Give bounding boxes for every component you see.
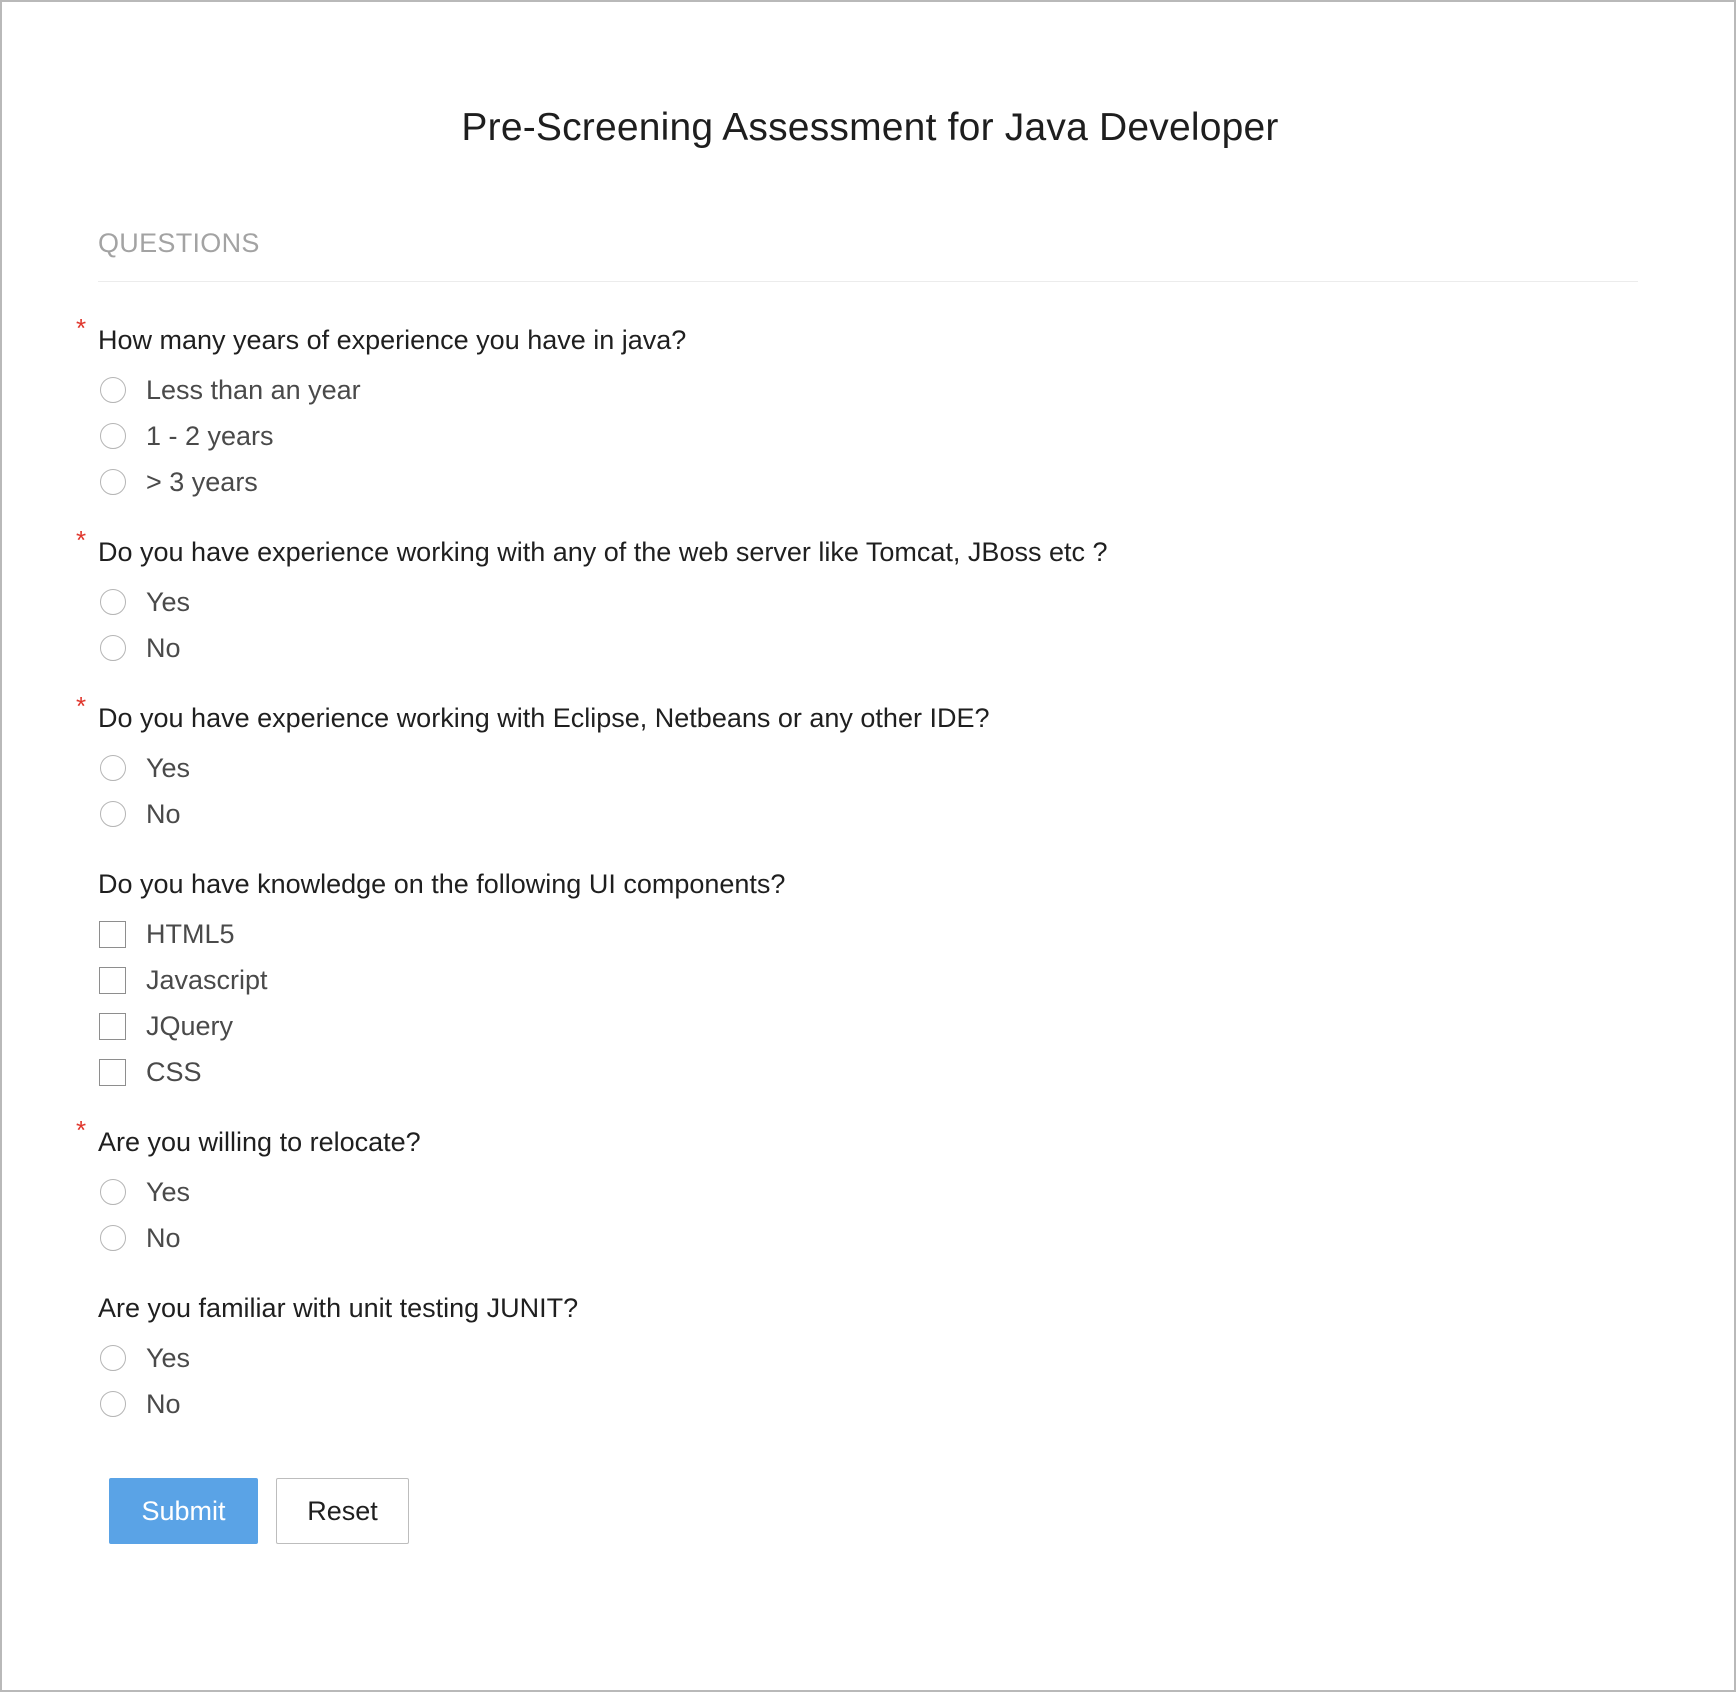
- reset-button[interactable]: Reset: [276, 1478, 409, 1544]
- radio-button[interactable]: [100, 1179, 126, 1205]
- option-label: 1 - 2 years: [146, 420, 274, 451]
- radio-option-no[interactable]: [98, 625, 1658, 671]
- question-text: Are you familiar with unit testing JUNIT?: [98, 1293, 579, 1323]
- option-label: No: [146, 798, 181, 829]
- radio-option-more-than-3-years[interactable]: [98, 459, 1658, 505]
- question-relocate: [76, 1115, 1658, 1261]
- radio-button[interactable]: [100, 635, 126, 661]
- form-title: Pre-Screening Assessment for Java Developer: [461, 106, 1279, 149]
- option-label: No: [146, 1222, 181, 1253]
- required-marker: *: [76, 313, 87, 343]
- radio-group: [98, 1169, 1658, 1261]
- option-label: > 3 years: [146, 466, 258, 497]
- question-text: Do you have experience working with Eclipse, Netbeans or any other IDE?: [98, 703, 990, 733]
- option-label: Yes: [146, 1342, 191, 1373]
- radio-option-no[interactable]: [98, 791, 1658, 837]
- option-label: Javascript: [146, 964, 268, 995]
- radio-group: [98, 579, 1658, 671]
- option-label: JQuery: [146, 1010, 234, 1041]
- checkbox[interactable]: [99, 967, 126, 994]
- radio-option-yes[interactable]: [98, 745, 1658, 791]
- checkbox-option-html5[interactable]: [98, 911, 1658, 957]
- question-web-server-experience: [76, 525, 1658, 671]
- option-label: No: [146, 632, 181, 663]
- radio-button[interactable]: [100, 589, 126, 615]
- checkbox-option-jquery[interactable]: [98, 1003, 1658, 1049]
- required-marker: *: [76, 691, 87, 721]
- radio-button[interactable]: [100, 755, 126, 781]
- checkbox[interactable]: [99, 1059, 126, 1086]
- section-divider: [98, 281, 1638, 282]
- radio-option-yes[interactable]: [98, 1169, 1658, 1215]
- radio-button[interactable]: [100, 377, 126, 403]
- required-marker: *: [76, 525, 87, 555]
- checkbox[interactable]: [99, 921, 126, 948]
- checkbox[interactable]: [99, 1013, 126, 1040]
- option-label: No: [146, 1388, 181, 1419]
- checkbox-option-css[interactable]: [98, 1049, 1658, 1095]
- radio-group: [98, 1335, 1658, 1427]
- option-label: Yes: [146, 752, 191, 783]
- checkbox-option-javascript[interactable]: [98, 957, 1658, 1003]
- radio-option-1-2-years[interactable]: [98, 413, 1658, 459]
- radio-button[interactable]: [100, 469, 126, 495]
- question-ui-components: [98, 867, 1658, 1095]
- radio-option-yes[interactable]: [98, 1335, 1658, 1381]
- radio-button[interactable]: [100, 1345, 126, 1371]
- option-label: Yes: [146, 586, 191, 617]
- radio-button[interactable]: [100, 801, 126, 827]
- question-text: Are you willing to relocate?: [98, 1127, 421, 1157]
- question-text: Do you have knowledge on the following UI components?: [98, 869, 786, 899]
- radio-button[interactable]: [100, 1225, 126, 1251]
- question-junit: [98, 1291, 1658, 1427]
- option-label: HTML5: [146, 918, 235, 949]
- option-label: Less than an year: [146, 374, 361, 405]
- option-label: CSS: [146, 1056, 202, 1087]
- radio-option-yes[interactable]: [98, 579, 1658, 625]
- radio-option-no[interactable]: [98, 1215, 1658, 1261]
- radio-button[interactable]: [100, 423, 126, 449]
- question-text: How many years of experience you have in java?: [98, 325, 687, 355]
- checkbox-group: [98, 911, 1658, 1095]
- radio-option-less-than-an-year[interactable]: [98, 367, 1658, 413]
- option-label: Yes: [146, 1176, 191, 1207]
- question-java-experience: [76, 313, 1658, 505]
- submit-button[interactable]: Submit: [109, 1478, 258, 1544]
- question-text: Do you have experience working with any of the web server like Tomcat, JBoss etc ?: [98, 537, 1108, 567]
- question-ide-experience: [76, 691, 1658, 837]
- radio-group: [98, 745, 1658, 837]
- radio-option-no[interactable]: [98, 1381, 1658, 1427]
- radio-group: [98, 367, 1658, 505]
- required-marker: *: [76, 1115, 87, 1145]
- section-label: QUESTIONS: [98, 228, 260, 258]
- radio-button[interactable]: [100, 1391, 126, 1417]
